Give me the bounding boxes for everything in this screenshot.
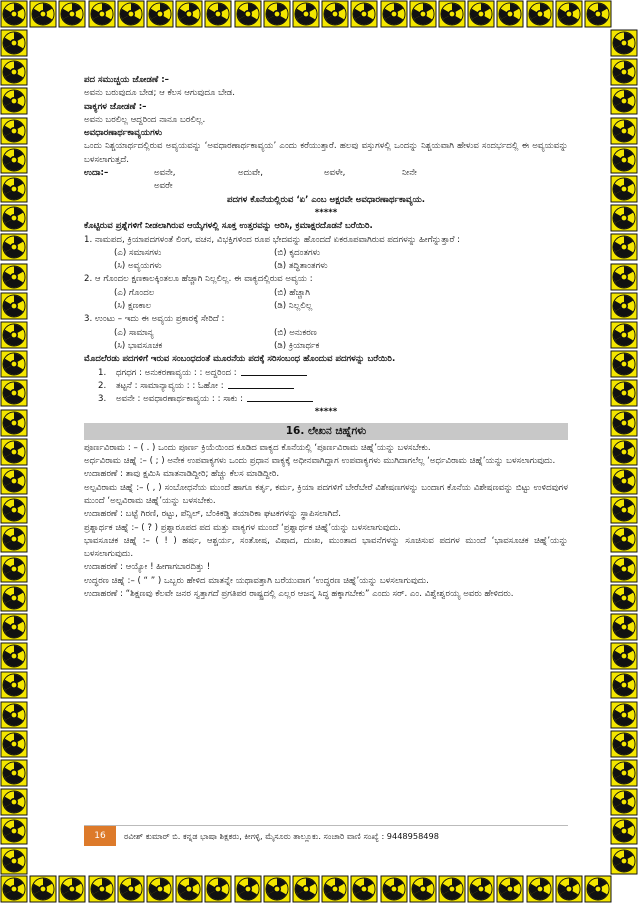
radiation-hazard-icon: [0, 204, 28, 232]
instruction: ಮೊದಲೆರಡು ಪದಗಳಿಗೆ ಇರುವ ಸಂಬಂಧದಂತೆ ಮೂರನೆಯ ಪದಕ್ಕೆ ಸರಿಸಂಬಂಧ ಹೊಂದುವ ಪದಗಳನ್ನು ಬರೆಯಿರಿ.: [84, 354, 396, 365]
radiation-hazard-icon: [350, 875, 378, 903]
radiation-hazard-icon: [555, 875, 583, 903]
radiation-hazard-icon: [0, 321, 28, 349]
right-border: [610, 0, 638, 903]
radiation-hazard-icon: [409, 875, 437, 903]
example-word: ಅವಳೇ,: [324, 168, 346, 179]
paragraph: ಪ್ರಶ್ನಾರ್ಥಕ ಚಿಹ್ನೆ :– ( ? ) ಪ್ರಶ್ನಾರೂಪದ ಪದ ಮತ್ತು ವಾಕ್ಯಗಳ ಮುಂದೆ ‘ಪ್ರಶ್ನಾರ್ಥಕ ಚಿಹ್ನೆ’ಯನ್ನು ಬಳಸಲಾಗುವುದು.: [84, 522, 401, 533]
page-footer: [84, 825, 568, 846]
radiation-hazard-icon: [610, 146, 638, 174]
radiation-hazard-icon: [0, 263, 28, 291]
radiation-hazard-icon: [610, 525, 638, 553]
bottom-border: [0, 875, 638, 903]
radiation-hazard-icon: [610, 613, 638, 641]
radiation-hazard-icon: [610, 263, 638, 291]
page-number: 16: [84, 826, 116, 846]
radiation-hazard-icon: [88, 0, 116, 28]
answer-blank: [228, 380, 294, 389]
radiation-hazard-icon: [0, 496, 28, 524]
radiation-hazard-icon: [0, 409, 28, 437]
example-line: ಅವನು ಬರುವುದೂ ಬೇಡ; ಆ ಕೆಲಸ ಆಗುವುದೂ ಬೇಡ.: [84, 88, 236, 99]
option: (ಸಿ) ಭಾವಸೂಚಕ: [114, 340, 163, 351]
example-word: ಅವನೇ,: [154, 168, 176, 179]
answer-blank: [241, 367, 307, 376]
radiation-hazard-icon: [0, 701, 28, 729]
section-heading: ವಾಕ್ಯಗಳ ಜೋಡಣೆ :–: [84, 101, 147, 112]
example-label: ಉದಾ:–: [84, 168, 109, 179]
example-row: [84, 167, 568, 180]
radiation-hazard-icon: [610, 87, 638, 115]
radiation-hazard-icon: [610, 847, 638, 875]
example-line: ಅವನು ಬರಲಿಲ್ಲ ಆದ್ದರಿಂದ ನಾನೂ ಬರಲಿಲ್ಲ.: [84, 114, 206, 125]
radiation-hazard-icon: [610, 204, 638, 232]
radiation-hazard-icon: [467, 875, 495, 903]
radiation-hazard-icon: [610, 58, 638, 86]
radiation-hazard-icon: [321, 0, 349, 28]
radiation-hazard-icon: [350, 0, 378, 28]
answer-blank: [247, 393, 313, 402]
chapter-heading: 16. ಲೇಖನ ಚಿಹ್ನೆಗಳು: [84, 423, 568, 440]
option: (ಎ) ಸಾಮಾನ್ಯ: [114, 327, 154, 338]
example-line: ಉದಾಹರಣೆ : ಬಟ್ಟೆ ಗಿರಣಿ, ರಟ್ಟು, ಪೆನ್ಸಿಲ್, ಬೆಂಕಿಕಡ್ಡಿ ತಯಾರಿಕಾ ಘಟಕಗಳನ್ನು ಸ್ಥಾಪಿಸಲಾಗಿದೆ.: [84, 509, 341, 520]
radiation-hazard-icon: [0, 525, 28, 553]
radiation-hazard-icon: [610, 788, 638, 816]
radiation-hazard-icon: [0, 292, 28, 320]
option: (ಡಿ) ಕ್ರಿಯಾರ್ಥಕ: [274, 340, 320, 351]
radiation-hazard-icon: [0, 467, 28, 495]
option: (ಎ) ಸಮಾಸಗಳು: [114, 247, 162, 258]
radiation-hazard-icon: [496, 875, 524, 903]
radiation-hazard-icon: [610, 467, 638, 495]
question: 2. ಆ ಗೊಂದಲ ಕ್ಷಣಕಾಲಕ್ಕಿಂತಲೂ ಹೆಚ್ಚಾಗಿ ನಿಲ್ಲಲಿಲ್ಲ. ಈ ವಾಕ್ಯದಲ್ಲಿರುವ ಅವ್ಯಯ :: [84, 274, 313, 285]
radiation-hazard-icon: [0, 555, 28, 583]
radiation-hazard-icon: [610, 759, 638, 787]
radiation-hazard-icon: [117, 0, 145, 28]
radiation-hazard-icon: [0, 350, 28, 378]
radiation-hazard-icon: [146, 875, 174, 903]
radiation-hazard-icon: [555, 0, 583, 28]
radiation-hazard-icon: [467, 0, 495, 28]
radiation-hazard-icon: [610, 817, 638, 845]
radiation-hazard-icon: [204, 0, 232, 28]
radiation-hazard-icon: [409, 0, 437, 28]
radiation-hazard-icon: [610, 233, 638, 261]
radiation-hazard-icon: [610, 642, 638, 670]
radiation-hazard-icon: [58, 875, 86, 903]
radiation-hazard-icon: [292, 0, 320, 28]
radiation-hazard-icon: [610, 555, 638, 583]
paragraph: ಉದ್ಧರಣ ಚಿಹ್ನೆ :– ( “ ” ) ಒಬ್ಬರು ಹೇಳಿದ ಮಾತನ್ನೇ ಯಥಾವತ್ತಾಗಿ ಬರೆಯುವಾಗ ‘ಉದ್ಧರಣ ಚಿಹ್ನೆ’ಯನ್ನು ಬಳಸಲಾಗುವುದು.: [84, 575, 429, 586]
radiation-hazard-icon: [584, 875, 612, 903]
paragraph: ಭಾವಸೂಚಕ ಚಿಹ್ನೆ :– ( ! ) ಹರ್ಷ, ಆಶ್ಚರ್ಯ, ಸಂತೋಷ, ವಿಷಾದ, ದುಃಖ, ಮುಂತಾದ ಭಾವನೆಗಳನ್ನು ಸೂಚಿಸುವ ಪದಗಳ ಮುಂದೆ ‘ಭಾವಸೂಚಕ ಚಿಹ್ನೆ’ಯನ್ನು ಬಳಸಲಾಗುವುದು.: [84, 535, 568, 560]
radiation-hazard-icon: [146, 0, 174, 28]
left-border: [0, 0, 28, 903]
radiation-hazard-icon: [0, 233, 28, 261]
radiation-hazard-icon: [610, 496, 638, 524]
radiation-hazard-icon: [117, 875, 145, 903]
radiation-hazard-icon: [0, 847, 28, 875]
separator-stars: *****: [314, 207, 338, 218]
radiation-hazard-icon: [29, 0, 57, 28]
radiation-hazard-icon: [0, 671, 28, 699]
radiation-hazard-icon: [263, 875, 291, 903]
relation-item: 1. ಧಗಧಗ : ಅನುಕರಣಾವ್ಯಯ : : ಅದ್ದರಿಂದ :: [84, 367, 568, 380]
radiation-hazard-icon: [584, 0, 612, 28]
radiation-hazard-icon: [29, 875, 57, 903]
radiation-hazard-icon: [610, 701, 638, 729]
radiation-hazard-icon: [438, 0, 466, 28]
question: 1. ನಾಮಪದ, ಕ್ರಿಯಾಪದಗಳಂತೆ ಲಿಂಗ, ವಚನ, ವಿಭಕ್ತಿಗಳಿಂದ ರೂಪ ಭೇದವನ್ನು ಹೊಂದದೆ ಏಕರೂಪವಾಗಿರುವ ಪದಗಳನ್ನು ಹೀಗೆನ್ನುತ್ತಾರೆ :: [84, 234, 461, 245]
option: (ಸಿ) ಕ್ಷಣಕಾಲ: [114, 301, 152, 312]
radiation-hazard-icon: [526, 875, 554, 903]
radiation-hazard-icon: [175, 0, 203, 28]
radiation-hazard-icon: [610, 409, 638, 437]
example-row: [84, 180, 568, 193]
radiation-hazard-icon: [610, 584, 638, 612]
top-border: [0, 0, 638, 28]
paragraph: ಅಲ್ಪವಿರಾಮ ಚಿಹ್ನೆ :– ( , ) ಸಂಬೋಧನೆಯ ಮುಂದೆ ಹಾಗೂ ಕರ್ತೃ, ಕರ್ಮ, ಕ್ರಿಯಾ ಪದಗಳಿಗೆ ಬೇರೆಬೇರೆ ವಿಶೇಷಣಗಳನ್ನು ಬಂದಾಗ ಕೊನೆಯ ವಿಶೇಷಣವನ್ನು ಬಿಟ್ಟು ಉಳಿದವುಗಳ ಮುಂದೆ ‘ಅಲ್ಪವಿರಾಮ ಚಿಹ್ನೆ’ಯನ್ನು ಬಳಸಬೇಕು.: [84, 482, 568, 506]
radiation-hazard-icon: [0, 817, 28, 845]
radiation-hazard-icon: [58, 0, 86, 28]
radiation-hazard-icon: [0, 58, 28, 86]
radiation-hazard-icon: [610, 292, 638, 320]
option: (ಸಿ) ಅವ್ಯಯಗಳು: [114, 261, 162, 272]
section-heading: ಅವಧಾರಣಾರ್ಥಕಾವ್ಯಯಗಳು: [84, 128, 163, 139]
separator-stars: *****: [314, 407, 338, 418]
option: (ಎ) ಗೊಂದಲ: [114, 287, 155, 298]
radiation-hazard-icon: [0, 788, 28, 816]
radiation-hazard-icon: [0, 730, 28, 758]
example-line: ಉದಾಹರಣೆ : ಆಯ್ಯೋ ! ಹೀಗಾಗಬಾರದಿತ್ತು !: [84, 562, 211, 573]
example-word: ಅವರೇ: [154, 181, 173, 192]
radiation-hazard-icon: [610, 379, 638, 407]
paragraph: ಅರ್ಧವಿರಾಮ ಚಿಹ್ನೆ :– ( ; ) ಅನೇಕ ಉಪವಾಕ್ಯಗಳು ಒಂದು ಪ್ರಧಾನ ವಾಕ್ಯಕ್ಕೆ ಅಧೀನವಾಗಿದ್ದಾಗ ಉಪವಾಕ್ಯಗಳು ಮುಗಿದಾಗಲೆಲ್ಲ ‘ಅರ್ಧವಿರಾಮ ಚಿಹ್ನೆ’ಯನ್ನು ಬಳಸಲಾಗುವುದು.: [84, 456, 556, 467]
question: 3. ಉಂಟು – ಇದು ಈ ಅವ್ಯಯ ಪ್ರಕಾರಕ್ಕೆ ಸೇರಿದೆ :: [84, 314, 225, 325]
radiation-hazard-icon: [0, 117, 28, 145]
radiation-hazard-icon: [380, 875, 408, 903]
radiation-hazard-icon: [438, 875, 466, 903]
radiation-hazard-icon: [610, 321, 638, 349]
option: (ಬಿ) ಹೆಚ್ಚಾಗಿ: [274, 287, 310, 298]
radiation-hazard-icon: [0, 584, 28, 612]
radiation-hazard-icon: [0, 87, 28, 115]
option: (ಡಿ) ನಿಲ್ಲಲಿಲ್ಲ: [274, 301, 313, 312]
radiation-hazard-icon: [263, 0, 291, 28]
footer-text: ರವೀಶ್ ಕುಮಾರ್ ಬಿ. ಕನ್ನಡ ಭಾಷಾ ಶಿಕ್ಷಕರು, ಕೀಗಳ್ಳಿ, ಮೈಸೂರು ತಾಲ್ಲೂಕು. ಸಂಚಾರಿ ವಾಣಿ ಸಂಖ್ಯೆ : 9448958498: [124, 830, 439, 841]
radiation-hazard-icon: [0, 175, 28, 203]
radiation-hazard-icon: [0, 759, 28, 787]
paragraph: ಒಂದು ನಿಶ್ಚಯಾರ್ಥದಲ್ಲಿರುವ ಅವ್ಯಯವನ್ನು ‘ಅವಧಾರಣಾರ್ಥಕಾವ್ಯಯ’ ಎಂದು ಕರೆಯುತ್ತಾರೆ. ಹಲವು ವಸ್ತುಗಳಲ್ಲಿ ಒಂದನ್ನು ನಿಶ್ಚಯವಾಗಿ ಹೇಳುವ ಸಂದರ್ಭದಲ್ಲಿ ಈ ಅವ್ಯಯವನ್ನು ಬಳಸಲಾಗುತ್ತದೆ.: [84, 141, 568, 165]
radiation-hazard-icon: [0, 146, 28, 174]
radiation-hazard-icon: [175, 875, 203, 903]
paragraph: ಉದಾಹರಣೆ : “ಶಿಕ್ಷಣವು ಕೆಲವೇ ಜನರ ಸ್ವತ್ತಾಗದೆ ಪ್ರಗತಿಪರ ರಾಷ್ಟ್ರದಲ್ಲಿ ಎಲ್ಲರ ಆಜನ್ಮ ಸಿದ್ಧ ಹಕ್ಕಾಗಬೇಕು” ಎಂದು ಸರ್. ಎಂ. ವಿಶ್ವೇಶ್ವರಯ್ಯ ಅವರು ಹೇಳಿದರು.: [84, 588, 514, 599]
radiation-hazard-icon: [610, 117, 638, 145]
radiation-hazard-icon: [292, 875, 320, 903]
radiation-hazard-icon: [321, 875, 349, 903]
radiation-hazard-icon: [234, 875, 262, 903]
radiation-hazard-icon: [0, 438, 28, 466]
radiation-hazard-icon: [0, 613, 28, 641]
example-word: ಅದುವೇ,: [238, 168, 264, 179]
radiation-hazard-icon: [610, 29, 638, 57]
radiation-hazard-icon: [526, 0, 554, 28]
paragraph: ಪೂರ್ಣವಿರಾಮ : – ( . ) ಒಂದು ಪೂರ್ಣ ಕ್ರಿಯೆಯಿಂದ ಕೂಡಿದ ವಾಕ್ಯದ ಕೊನೆಯಲ್ಲಿ ‘ಪೂರ್ಣವಿರಾಮ ಚಿಹ್ನೆ’ಯನ್ನು ಬಳಸಬೇಕು.: [84, 442, 431, 453]
radiation-hazard-icon: [0, 642, 28, 670]
radiation-hazard-icon: [204, 875, 232, 903]
example-word: ನೀನೇ: [402, 168, 417, 179]
radiation-hazard-icon: [610, 350, 638, 378]
relation-item: 2. ತಟ್ಟನೆ : ಸಾಮಾನ್ಯಾವ್ಯಯ : : ಓಹೋ :: [84, 380, 568, 393]
radiation-hazard-icon: [380, 0, 408, 28]
instruction: ಕೊಟ್ಟಿರುವ ಪ್ರಶ್ನೆಗಳಿಗೆ ನೀಡಲಾಗಿರುವ ಆಯ್ಕೆಗಳಲ್ಲಿ ಸೂಕ್ತ ಉತ್ತರವನ್ನು ಆರಿಸಿ, ಕ್ರಮಾಕ್ಷರದೊಡನೆ ಬರೆಯಿರಿ.: [84, 221, 373, 232]
radiation-hazard-icon: [88, 875, 116, 903]
radiation-hazard-icon: [610, 671, 638, 699]
radiation-hazard-icon: [234, 0, 262, 28]
page-content: [84, 74, 568, 601]
radiation-hazard-icon: [0, 379, 28, 407]
option: (ಬಿ) ಕೃದಂತಗಳು: [274, 247, 321, 258]
relation-item: 3. ಅವನೇ : ಅವಧಾರಣಾರ್ಥಕಾವ್ಯಯ : : ಸಾಕು :: [84, 393, 568, 406]
radiation-hazard-icon: [610, 730, 638, 758]
radiation-hazard-icon: [0, 29, 28, 57]
section-heading: ಪದ ಸಮುಚ್ಚಯ ಜೋಡಣೆ :–: [84, 75, 169, 85]
radiation-hazard-icon: [496, 0, 524, 28]
example-line: ಉದಾಹರಣೆ : ತಾವು ಕ್ಷಮಿಸಿ ಮಾತನಾಡಿದ್ದೀರಿ; ಹೆಚ್ಚು ಕೆಲಸ ಮಾಡಿದ್ದೀರಿ.: [84, 469, 280, 480]
radiation-hazard-icon: [610, 175, 638, 203]
radiation-hazard-icon: [610, 438, 638, 466]
note-line: ಪದಗಳ ಕೊನೆಯಲ್ಲಿರುವ ‘ಏ’ ಎಂಬ ಅಕ್ಷರವೇ ಅವಧಾರಣಾರ್ಥಕಾವ್ಯಯ.: [226, 194, 426, 205]
option: (ಡಿ) ತದ್ಧಿತಾಂತಗಳು: [274, 261, 328, 272]
option: (ಬಿ) ಅನುಕರಣ: [274, 327, 317, 338]
